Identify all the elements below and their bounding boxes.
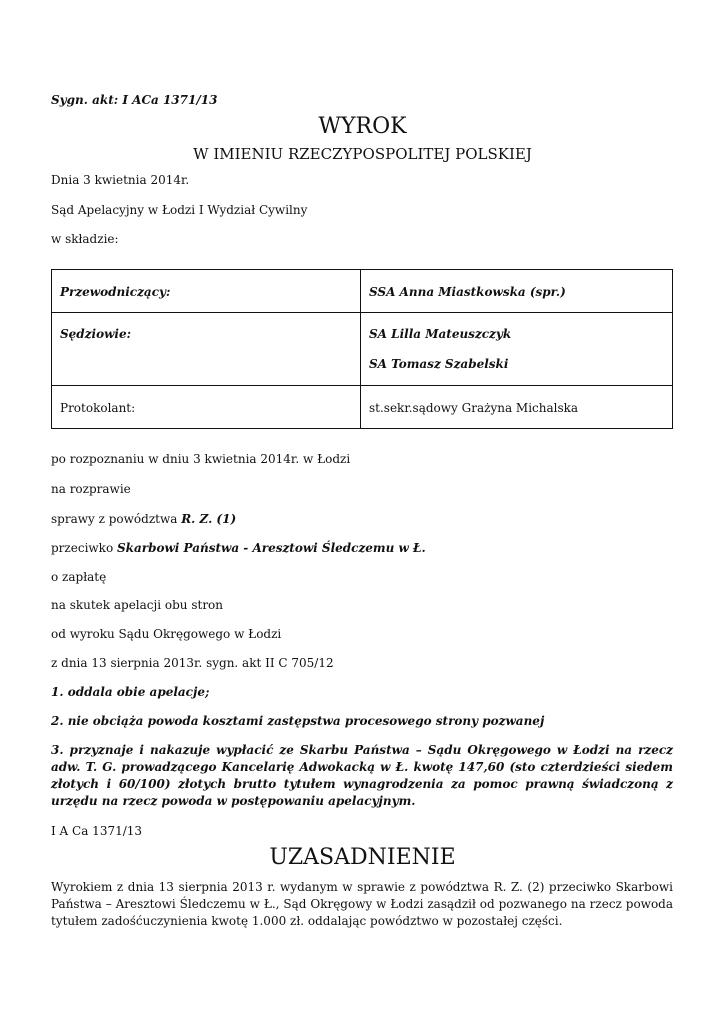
defendant-prefix: przeciwko (51, 541, 117, 555)
judge-name-1: SA Lilla Mateuszczyk (369, 327, 512, 341)
ruling-item-1: 1. oddala obie apelacje; (51, 685, 210, 699)
chair-name: SSA Anna Miastkowska (spr.) (369, 285, 566, 299)
case-signature: Sygn. akt: I ACa 1371/13 (51, 93, 218, 107)
justification-paragraph: Wyrokiem z dnia 13 sierpnia 2013 r. wydanym w sprawie z powództwa R. Z. (2) przeciwko Skarbowi Państwa – Aresztowi Śledczemu w Ł., Sąd Okręgowy w Łodzi zasądził od pozwanego na rzecz powoda tytułem zadośćuczynienia kwotę 1.000 zł. oddalając powództwo w pozostałej części. (51, 880, 673, 928)
document-subtitle: W IMIENIU RZECZYPOSPOLITEJ POLSKIEJ (193, 145, 532, 163)
judges-label-cell (52, 313, 361, 386)
hearing-type: na rozprawie (51, 482, 131, 496)
defendant-line (51, 540, 426, 556)
document-title: WYROK (318, 114, 407, 139)
plaintiff-line (51, 511, 236, 527)
plaintiff-name: R. Z. (1) (181, 512, 237, 526)
table-row (52, 386, 673, 429)
justification-title: UZASADNIENIE (269, 845, 456, 870)
judgment-date: Dnia 3 kwietnia 2014r. (51, 173, 190, 187)
justification-case-ref: I A Ca 1371/13 (51, 824, 143, 838)
judges-label: Sędziowie: (60, 327, 132, 341)
clerk-label-cell (52, 386, 361, 429)
table-row (52, 270, 673, 313)
composition-label: w składzie: (51, 232, 119, 246)
appealed-judgment: od wyroku Sądu Okręgowego w Łodzi (51, 627, 282, 641)
defendant-name: Skarbowi Państwa - Aresztowi Śledczemu w Ł. (116, 541, 426, 555)
composition-table (51, 269, 673, 429)
appeal-basis: na skutek apelacji obu stron (51, 598, 224, 612)
chair-label: Przewodniczący: (60, 285, 171, 299)
chair-label-cell (52, 270, 361, 313)
judge-name-2: SA Tomasz Szabelski (369, 357, 509, 371)
claim-subject: o zapłatę (51, 570, 107, 584)
judges-names-cell (361, 313, 673, 386)
clerk-name-cell (361, 386, 673, 429)
chair-name-cell (361, 270, 673, 313)
table-row (52, 313, 673, 386)
court-name: Sąd Apelacyjny w Łodzi I Wydział Cywilny (51, 203, 308, 217)
appealed-judgment-date: z dnia 13 sierpnia 2013r. sygn. akt II C 705/12 (51, 656, 334, 670)
ruling-item-3: 3. przyznaje i nakazuje wypłacić ze Skarbu Państwa – Sądu Okręgowego w Łodzi na rzecz adw. T. G. prowadzącego Kancelarię Adwokacką w Ł. kwotę 147,60 (sto czterdzieści siedem złotych i 60/100) złotych brutto tytułem wynagrodzenia za pomoc prawną świadczoną z urzędu na rzecz powoda w postępowaniu apelacyjnym. (51, 743, 673, 808)
clerk-label: Protokolant: (60, 401, 136, 415)
ruling-item-2: 2. nie obciąża powoda kosztami zastępstwa procesowego strony pozwanej (51, 714, 545, 728)
clerk-name: st.sekr.sądowy Grażyna Michalska (369, 401, 579, 415)
plaintiff-prefix: sprawy z powództwa (51, 512, 182, 526)
hearing-line: po rozpoznaniu w dniu 3 kwietnia 2014r. w Łodzi (51, 452, 351, 466)
